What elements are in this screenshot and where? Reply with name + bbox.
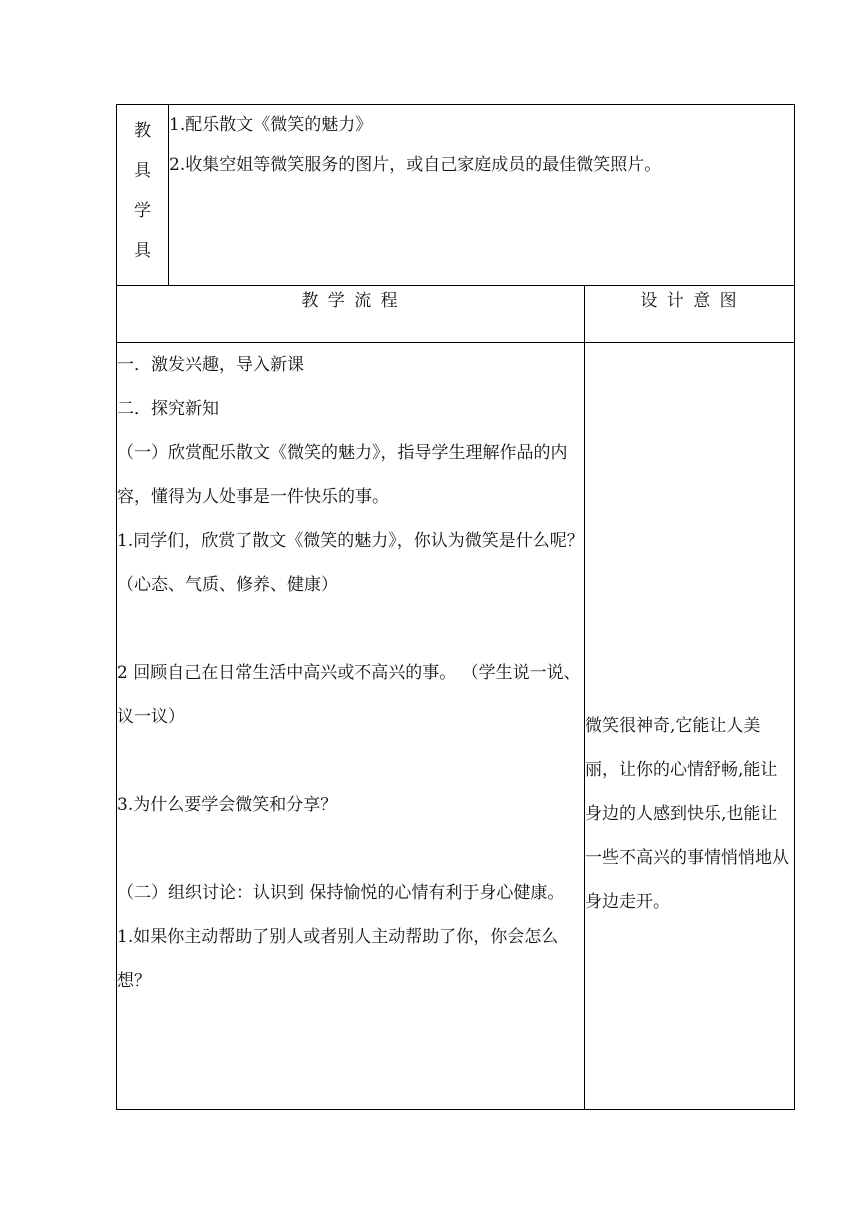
flow-line: 1.同学们，欣赏了散文《微笑的魅力》，你认为微笑是什么呢？（心态、气质、修养、健康） [117,531,584,595]
materials-label-char: 具 [134,161,151,181]
materials-content-cell [169,105,795,286]
materials-label-char: 学 [134,201,151,221]
materials-label-cell [117,105,169,286]
flow-line: 1.如果你主动帮助了别人或者别人主动帮助了你，你会怎么想？ [117,927,559,991]
flow-line: （二）组织讨论：认识到 保持愉悦的心情有利于身心健康。 [117,883,565,903]
intent-text: 微笑很神奇,它能让人美丽，让你的心情舒畅,能让身边的人感到快乐,也能让一些不高兴的事情悄悄地从身边走开。 [585,716,789,912]
materials-label-char: 具 [134,241,151,261]
flow-line: 一．激发兴趣，导入新课 [117,355,304,375]
flow-line: 2 回顾自己在日常生活中高兴或不高兴的事。 （学生说一说、议一议） [117,663,581,727]
lesson-plan-table [116,104,795,1110]
header-row [117,286,795,343]
flow-line: 二．探究新知 [117,399,219,419]
materials-item: 1.配乐散文《微笑的魅力》 [169,115,373,135]
materials-label-char: 教 [134,121,151,141]
flow-content-cell [117,343,585,1110]
intent-content-cell [585,343,795,1110]
materials-row [117,105,795,286]
flow-line: 3.为什么要学会微笑和分享？ [117,795,338,815]
intent-header: 设 计 意 图 [585,286,795,343]
materials-item: 2.收集空姐等微笑服务的图片，或自己家庭成员的最佳微笑照片。 [169,155,662,175]
flow-line: （一）欣赏配乐散文《微笑的魅力》，指导学生理解作品的内容，懂得为人处事是一件快乐的事。 [117,443,568,507]
flow-header: 教 学 流 程 [117,286,585,343]
content-row [117,343,795,1110]
